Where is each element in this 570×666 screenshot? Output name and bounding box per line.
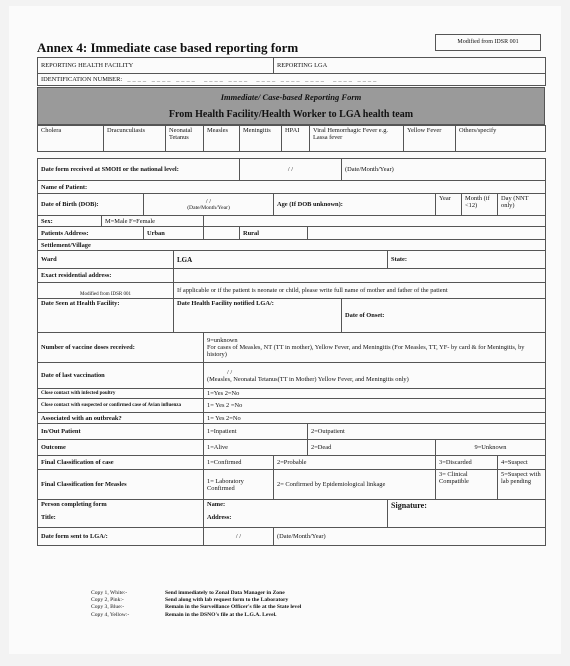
address-label: Patients Address:: [38, 227, 144, 240]
copy-name: Copy 4, Yellow:-: [91, 611, 130, 618]
lga-label: REPORTING LGA: [277, 62, 328, 69]
modified-box: Modified from IDSR 001: [435, 34, 541, 51]
state-field[interactable]: [388, 251, 546, 269]
idnum-field[interactable]: IDENTIFICATION NUMBER: ____ ____ ____ ____ ____ ____ ____ ____ ____ ____: [38, 74, 546, 86]
sex-label: Sex:: [38, 216, 102, 227]
lga-field[interactable]: [274, 58, 546, 74]
urban-option[interactable]: Urban: [144, 227, 204, 240]
last-vacc-field[interactable]: [204, 363, 546, 389]
signature-label: Signature:: [391, 501, 427, 510]
patient-name-label: Name of Patient:: [41, 183, 88, 191]
age-year-field[interactable]: Year: [436, 194, 462, 216]
lab-confirmed-option[interactable]: 1= Laboratory Confirmed: [204, 470, 274, 500]
measles-class-label: Final Classification for Measles: [38, 470, 204, 500]
sent-date-field[interactable]: / /: [204, 528, 274, 546]
unknown-option[interactable]: 9=Unknown: [436, 440, 546, 456]
age-label: Age (If DOB unknown):: [274, 194, 436, 216]
copy-name: Copy 2, Pink:-: [91, 597, 124, 604]
avian-options[interactable]: 1= Yes 2 =No: [204, 399, 546, 413]
name-address-field[interactable]: [204, 500, 388, 528]
lga-residence-label: LGA: [177, 255, 193, 264]
ward-label: Ward: [41, 256, 57, 263]
smoh-date-field[interactable]: / /: [240, 159, 342, 181]
disease-neonatal-tetanus[interactable]: Neonatal Tetanus: [166, 126, 204, 152]
outpatient-option[interactable]: 2=Outpatient: [308, 424, 546, 440]
copy-instructions: [91, 590, 301, 619]
smoh-date-format: (Date/Month/Year): [342, 159, 546, 181]
exact-address-note: If applicable or if the patient is neonate or child, please write full name of mother and father of the patient: [174, 283, 546, 299]
signature-field[interactable]: [388, 500, 546, 528]
sent-date-label: Date form sent to LGA/:: [38, 528, 204, 546]
modified-note: Modified from IDSR 001: [38, 283, 174, 299]
banner-title: Immediate/ Case-based Reporting Form: [220, 92, 362, 102]
lga-residence-field[interactable]: [174, 251, 388, 269]
vaccine-doses-label: Number of vaccine doses received:: [38, 333, 204, 363]
outbreak-label: Associated with an outbreak?: [38, 413, 204, 424]
copy-name: Copy 3, Blue:-: [91, 604, 125, 611]
last-vacc-label: Date of last vaccination: [38, 363, 204, 389]
name-label: Name:: [207, 501, 226, 508]
disease-meningitis[interactable]: Meningitis: [240, 126, 282, 152]
patient-table: [37, 158, 546, 546]
disease-others[interactable]: Others/specify: [456, 126, 546, 152]
last-vacc-slashes: / /: [227, 368, 233, 376]
idnum-label: IDENTIFICATION NUMBER:: [41, 76, 123, 83]
dob-slashes: / /: [205, 198, 212, 205]
dob-field[interactable]: [144, 194, 274, 216]
copy-line: [91, 590, 301, 597]
exact-address-field[interactable]: [174, 269, 546, 283]
disease-cholera[interactable]: Cholera: [38, 126, 104, 152]
vaccine-doses-note: For cases of Measles, NT (TT in mother), Yellow Fever, and Meningitis (For Measles, TT, YF- by card & for Meningitis, by history): [207, 344, 525, 358]
poultry-label: Close contact with infected poultry: [38, 389, 204, 399]
smoh-date-label: Date form received at SMOH or the national level:: [38, 159, 240, 181]
inpatient-option[interactable]: 1=Inpatient: [204, 424, 308, 440]
copy-line: [91, 597, 301, 604]
outbreak-options[interactable]: 1= Yes 2=No: [204, 413, 546, 424]
settlement-field[interactable]: [38, 240, 546, 251]
vaccine-unknown-note: 9=unknown: [207, 337, 238, 344]
sex-blank: [204, 216, 546, 227]
title-label: Title:: [41, 514, 56, 521]
seen-date-label: Date Seen at Health Facility:: [41, 300, 120, 307]
ward-field[interactable]: [38, 251, 174, 269]
state-label: State:: [391, 256, 407, 263]
patient-name-field[interactable]: [38, 181, 546, 194]
copy-line: [91, 604, 301, 611]
discarded-option[interactable]: 3=Discarded: [436, 456, 498, 470]
age-month-field[interactable]: Month (if <12): [462, 194, 498, 216]
address2-label: Address:: [207, 514, 232, 521]
facility-field[interactable]: [38, 58, 274, 74]
form-page: [9, 6, 561, 654]
sent-date-format: (Date/Month/Year): [274, 528, 546, 546]
copy-text: Send immediately to Zonal Data Manager in Zone: [165, 590, 285, 596]
notified-date-field[interactable]: [174, 299, 342, 333]
disease-hpai[interactable]: HPAI: [282, 126, 310, 152]
confirmed-option[interactable]: 1=Confirmed: [204, 456, 274, 470]
suspect-lab-option[interactable]: 5=Suspect with lab pending: [498, 470, 546, 500]
vaccine-doses-field[interactable]: [204, 333, 546, 363]
onset-date-label: Date of Onset:: [345, 312, 385, 319]
form-banner: [37, 87, 545, 125]
person-completing-field[interactable]: [38, 500, 204, 528]
dob-label: Date of Birth (DOB):: [38, 194, 144, 216]
form-title: Annex 4: Immediate case based reporting form: [37, 40, 299, 55]
epi-confirmed-option[interactable]: 2= Confirmed by Epidemiological linkage: [274, 470, 436, 500]
exact-address-label: Exact residential address:: [38, 269, 174, 283]
clinical-option[interactable]: 3= Clinical Compatible: [436, 470, 498, 500]
rural-option[interactable]: Rural: [240, 227, 308, 240]
age-day-field[interactable]: Day (NNT only): [498, 194, 546, 216]
dob-format: (Date/Month/Year): [187, 205, 230, 211]
seen-date-field[interactable]: [38, 299, 174, 333]
settlement-label: Settlement/Village: [41, 241, 91, 249]
copy-line: [91, 612, 301, 619]
copy-text: Remain in the DSNO's file at the L.G.A. Level.: [165, 611, 277, 618]
address-blank[interactable]: [308, 227, 546, 240]
urban-box[interactable]: [204, 227, 240, 240]
disease-measles[interactable]: Measles: [204, 126, 240, 152]
disease-table: [37, 125, 546, 152]
suspect-option[interactable]: 4=Suspect: [498, 456, 546, 470]
poultry-options[interactable]: 1=Yes 2=No: [204, 389, 546, 399]
person-completing-label: Person completing form: [41, 501, 107, 508]
facility-label: REPORTING HEALTH FACILITY: [41, 62, 134, 69]
identification-table: [37, 57, 546, 86]
copy-text: Send along with lab request form to the Laboratory: [165, 597, 289, 604]
final-class-label: Final Classification of case: [38, 456, 204, 470]
last-vacc-note: (Measles, Neonatal Tetanus(TT in Mother) Yellow Fever, and Meningitis only): [207, 375, 409, 383]
inout-label: In/Out Patient: [38, 424, 204, 440]
avian-label: Close contact with suspected or confirmed case of Avian influenza: [38, 399, 204, 413]
notified-date-label: Date Health Facility notified LGA/:: [177, 300, 274, 307]
banner-subtitle: From Health Facility/Health Worker to LGA health team: [168, 109, 414, 120]
onset-date-field[interactable]: [342, 299, 546, 333]
disease-yellow-fever[interactable]: Yellow Fever: [404, 126, 456, 152]
disease-vhf[interactable]: Viral Hemorrhagic Fever e.g. Lassa fever: [310, 126, 404, 152]
outcome-label: Outcome: [38, 440, 204, 456]
probable-option[interactable]: 2=Probable: [274, 456, 436, 470]
dead-option[interactable]: 2=Dead: [308, 440, 436, 456]
disease-dracunculiasis[interactable]: Dracunculiasis: [104, 126, 166, 152]
copy-text: Remain in the Surveillance Officer's file at the State level: [165, 604, 302, 611]
alive-option[interactable]: 1=Alive: [204, 440, 308, 456]
copy-name: Copy 1, White:-: [91, 590, 128, 596]
sex-options[interactable]: M=Male F=Female: [102, 216, 204, 227]
